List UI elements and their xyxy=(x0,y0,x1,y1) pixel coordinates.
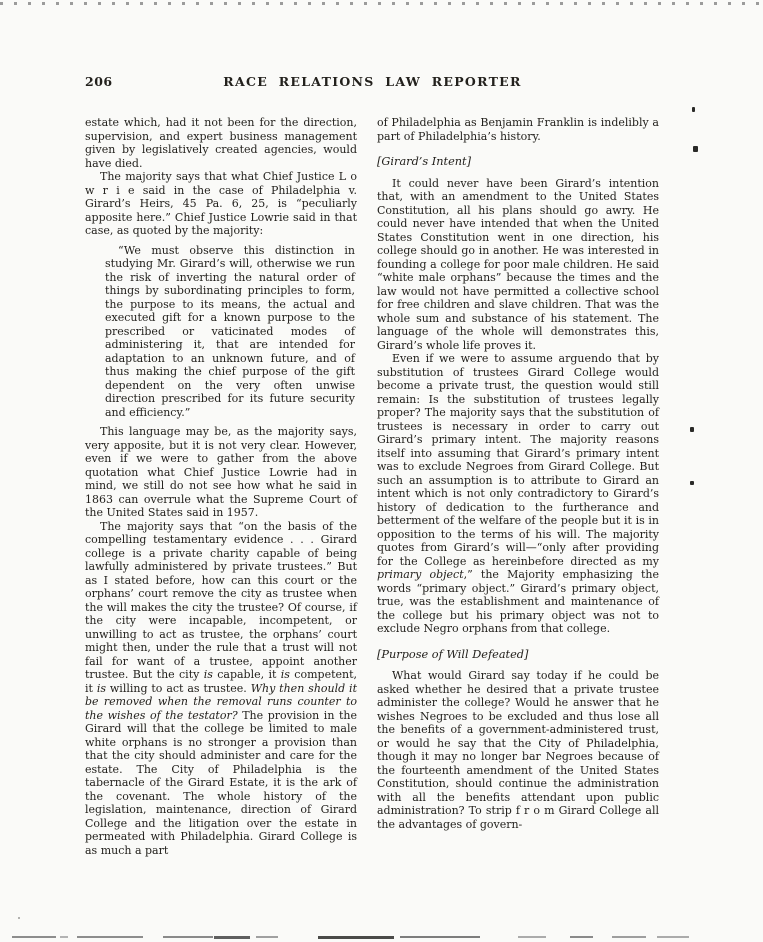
section-heading: [Purpose of Will Defeated] xyxy=(377,647,529,661)
ink-speck xyxy=(690,481,694,485)
ink-speck xyxy=(693,146,698,152)
scan-artifact-dash xyxy=(60,936,68,938)
scan-artifact-dash xyxy=(214,936,250,939)
paragraph: What would Girard say today if he could be asked whether he desired that a private trustee administer the college? Would he answer that he wishes Negroes to be excluded and thus lose all the benefits of a government-administered trust, or would he say that the City of Philadelphia, though it may no longer bar Negroes because of the fourteenth amendment of the United States Constitution, should continue the administration with all the benefits attendant upon public administration? To strip f r o m Girard College all the advantages of govern- xyxy=(377,669,659,831)
scan-artifact-dash xyxy=(657,936,689,938)
running-header: RACE RELATIONS LAW REPORTER xyxy=(223,74,522,89)
ink-speck xyxy=(690,427,694,432)
scan-artifact-dash xyxy=(518,936,546,938)
dotted-border-top xyxy=(0,2,763,5)
scan-artifact-dash xyxy=(318,936,394,939)
paragraph: The majority says that what Chief Justice L o w r i e said in the case of Philadelphia v. Girard’s Heirs, 45 Pa. 6, 25, is “peculiarly apposite here.” Chief Justice Lowrie said in that case, as quoted by the majority: xyxy=(85,170,357,237)
scan-artifact-dash xyxy=(570,936,593,938)
scan-artifact-dash xyxy=(400,936,480,938)
paragraph: estate which, had it not been for the direction, supervision, and expert business management given by legislatively created agencies, would have died. xyxy=(85,116,357,170)
section-heading: [Girard’s Intent] xyxy=(377,155,471,168)
scan-artifact-dash xyxy=(77,936,143,938)
scan-artifact-dash xyxy=(12,936,56,938)
paragraph: of Philadelphia as Benjamin Franklin is indelibly a part of Philadelphia’s history. xyxy=(377,116,659,143)
scan-artifact-dash xyxy=(163,936,213,938)
scan-artifact-dash xyxy=(256,936,278,938)
block-quote: “We must observe this distinction in studying Mr. Girard’s will, otherwise we run the risk of inverting the natural order of things by subordinating principles to form, the purpose to its means, the actual and executed gift for a known purpose to the prescribed or vaticinated modes of administering it, that are intended for adaptation to an unknown future, and of thus making the chief purpose of the gift dependent on the very often unwise direction prescribed for its future security and efficiency.” xyxy=(105,243,355,419)
scan-artifact-dash xyxy=(612,936,646,938)
paragraph: The majority says that “on the basis of the compelling testamentary evidence . . . Girard college is a private charity capable of being lawfully administered by private trustees.” But as I stated before, how can this court or the orphans’ court remove the city as trustee when the will makes the city the trustee? Of course, if the city were incapable, incompetent, or unwilling to act as trustee, the orphans’ court might then, under the rule that a trust will not fail for want of a trustee, appoint another trustee. But the city is capable, it is competent, it is willing to act as trustee. Why then should it be removed when the removal runs counter to the wishes of the testator? The provision in the Girard will that the college be limited to male white orphans is no stronger a provision than that the city should administer and care for the estate. The City of Philadelphia is the tabernacle of the Girard Estate, it is the ark of the covenant. The whole history of the legislation, maintenance, direction of Girard College and the litigation over the estate in permeated with Philadelphia. Girard College is as much a part xyxy=(85,519,358,857)
paragraph: This language may be, as the majority says, very apposite, but it is not very clear. However, even if we were to gather from the above quotation what Chief Justice Lowrie had in mind, we still do not see how what he said in 1863 can overrule what the Supreme Court of the United States said in 1957. xyxy=(85,425,357,519)
left-column xyxy=(85,116,357,857)
right-column xyxy=(377,116,659,831)
page-number: 206 xyxy=(85,74,113,89)
paragraph: It could never have been Girard’s intention that, with an amendment to the United States Constitution, all his plans should go awry. He could never have intended that when the United States Constitution went in one direction, his college should go in another. He was interested in founding a college for poor male children. He said “white male orphans” because the times and the law would not have permitted a collective school for free children and slave children. That was the whole sum and substance of his statement. The language of the whole will demonstrates this, Girard’s whole life proves it. xyxy=(377,176,659,352)
ink-speck xyxy=(18,917,20,919)
paragraph: Even if we were to assume arguendo that by substitution of trustees Girard College would become a private trust, the question would still remain: Is the substitution of trustees legally proper? The majority says that the substitution of trustees is necessary in order to carry out Girard’s primary intent. The majority reasons itself into assuming that Girard’s primary intent was to exclude Negroes from Girard College. But such an assumption is to attribute to Girard an intent which is not only contradictory to Girard’s history of dedication to the furtherance and betterment of the welfare of the people but it is in opposition to the terms of his will. The majority quotes from Girard’s will—“only after providing for the College as hereinbefore directed as my primary object,” the Majority emphasizing the words “primary object.” Girard’s primary object, true, was the establishment and maintenance of the college but his primary object was not to exclude Negro orphans from that college. xyxy=(377,352,659,635)
ink-speck xyxy=(692,107,695,112)
